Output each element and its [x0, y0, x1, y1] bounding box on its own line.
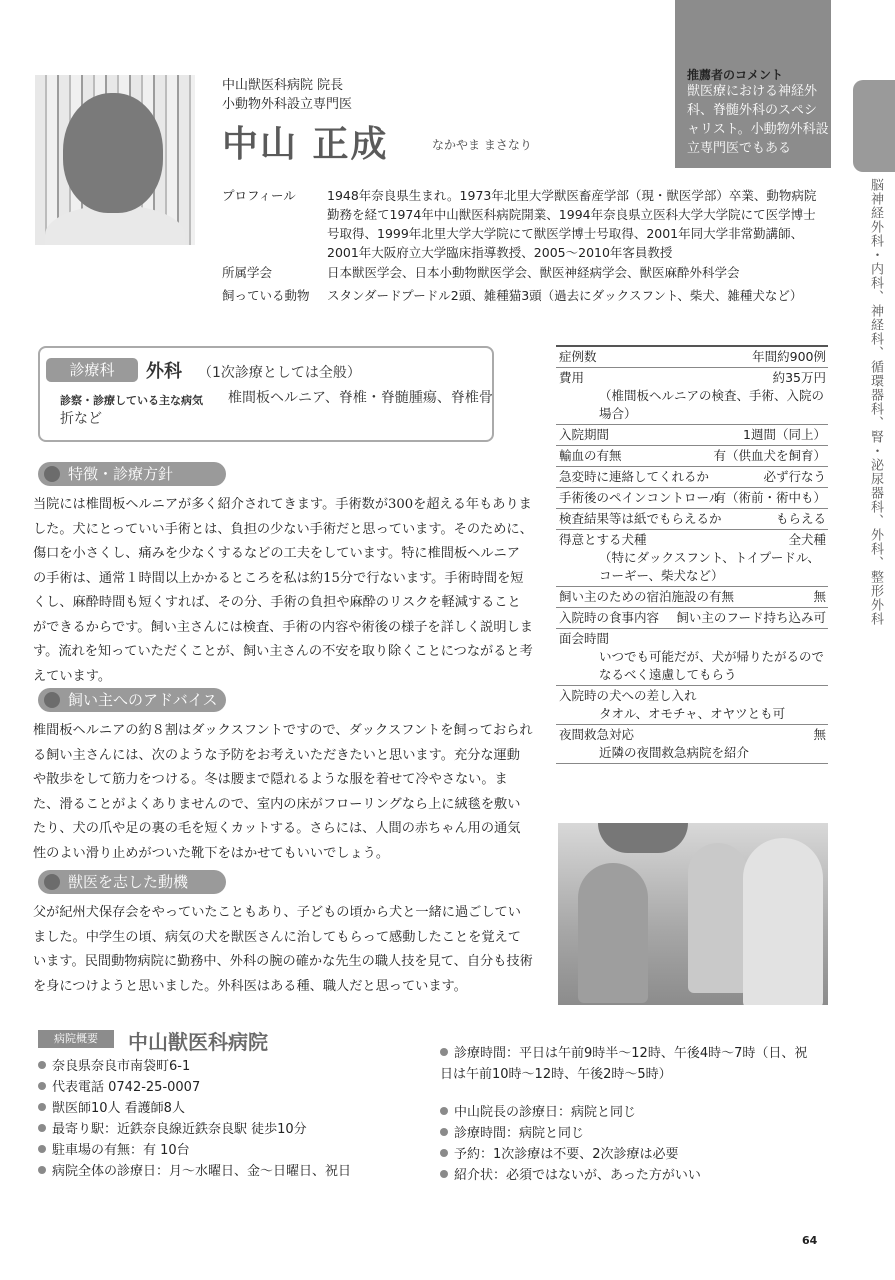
affiliation-line-2: 小動物外科設立専門医 [222, 97, 353, 112]
bullet-icon [38, 1124, 46, 1132]
diseases-text: 椎間板ヘルニア、脊椎・脊髄腫瘍、脊椎骨折など [60, 390, 493, 427]
stats-label: 夜間救急対応 [559, 727, 635, 742]
referral: 紹介状：必須ではないが、あった方がいい [440, 1165, 820, 1186]
stats-row [556, 446, 828, 467]
side-index-text: 脳神経外科・内科、神経科、循環器科、腎・泌尿器科、外科、整形外科 [868, 178, 883, 626]
stats-row [556, 608, 828, 629]
stats-label: 検査結果等は紙でもらえるか [559, 511, 722, 526]
stats-note: タオル、オモチャ、オヤツとも可 [599, 706, 786, 721]
recommender-comment: 獣医療における神経外科、脊髄外科のスペシャリスト。小動物外科設立専門医でもある [687, 84, 829, 156]
pets-label: 飼っている動物 [222, 288, 310, 303]
director-days: 中山院長の診療日：病院と同じ [440, 1102, 820, 1123]
stats-value: 1週間（同上） [743, 427, 826, 442]
stats-value: 全犬種 [788, 532, 826, 547]
stats-value: もらえる [775, 511, 826, 526]
bullet-icon [38, 1061, 46, 1069]
bullet-icon [38, 1166, 46, 1174]
stats-row [556, 368, 828, 425]
bullet-icon [44, 692, 60, 708]
side-index-tab [853, 80, 895, 172]
bullet-icon [440, 1149, 448, 1157]
profile-label: プロフィール [222, 188, 296, 203]
bullet-icon [38, 1082, 46, 1090]
director-hours: 診療時間：病院と同じ [440, 1123, 820, 1144]
bullet-icon [38, 1103, 46, 1111]
hospital-hours: 診療時間：平日は午前9時半～12時、午後4時～7時（日、祝日は午前10時～12時、午後2時～5時） [440, 1046, 808, 1082]
stats-label: 入院時の食事内容 [559, 610, 660, 625]
section-title: 獣医を志した動機 [68, 873, 189, 891]
reservation: 予約：1次診療は不要、2次診療は必要 [440, 1144, 820, 1165]
stats-label: 費用 [559, 370, 585, 385]
hospital-name: 中山獣医科病院 [128, 1030, 268, 1054]
stats-value: 無 [813, 727, 826, 742]
stats-note: （椎間板ヘルニアの検査、手術、入院の場合） [599, 388, 825, 421]
specialty-main: 外科 [146, 361, 182, 382]
surgery-photo [558, 823, 828, 1005]
stats-row [556, 587, 828, 608]
advice-text: 椎間板ヘルニアの約８割はダックスフントですので、ダックスフントを飼っておられる飼い主さんには、次のような予防をお考えいただきたいと思います。充分な運動や散歩をして筋力をつける。冬は腰まで隠れるような服を着せて冷やさない。また、滑ることがよくありませんので、室内の床がフローリングなら上に絨毯を敷いたり、犬の爪や足の裏の毛を短くカットする。さらには、人間の赤ちゃん用の通気性のよい滑り止めがついた靴下をはかせてもいいでしょう。 [33, 723, 533, 861]
stats-note: （特にダックスフント、トイプードル、コーギー、柴犬など） [599, 550, 820, 583]
bullet-icon [440, 1048, 448, 1056]
section-title: 特徴・診療方針 [68, 465, 174, 483]
stats-row [556, 686, 828, 725]
stats-label: 輸血の有無 [559, 448, 622, 463]
doctor-portrait [35, 75, 195, 245]
affiliation [222, 76, 352, 114]
stats-value: 必ず行なう [763, 469, 826, 484]
stats-label: 手術後のペインコントロール [559, 490, 722, 505]
features-text: 当院には椎間板ヘルニアが多く紹介されてきます。手術数が300を超える年もありました。犬にとっていい手術とは、負担の少ない手術だと思っています。そのために、傷口を小さくし、痛みを少なくするなどの工夫をしています。特に椎間板ヘルニアの手術は、通常１時間以上かかるところを私は約15分で行ないます。手術時間を短くし、麻酔時間も短くすれば、その分、手術の負担や麻酔のリスクを軽減することができるからです。飼い主さんには検査、手術の内容や術後の様子を詳しく説明します。流れを知っていただくことが、飼い主さんの不安を取り除くことにつながると考えています。 [33, 497, 533, 684]
hospital-address: 奈良県奈良市南袋町6-1 [38, 1056, 438, 1077]
stats-row [556, 530, 828, 587]
section-header-motive [38, 870, 226, 894]
motive-text: 父が紀州犬保存会をやっていたこともあり、子どもの頃から犬と一緒に過ごしていました。中学生の頃、病気の犬を獣医さんに治してもらって感動したことを覚えています。民間動物病院に勤務中、外科の腕の確かな先生の職人技を見て、自分も技術を身につけようと思いました。外科医はある種、職人だと思っています。 [33, 905, 533, 994]
stats-row [556, 488, 828, 509]
hospital-holidays: 病院全体の診療日：月～水曜日、金～日曜日、祝日 [38, 1161, 438, 1182]
diseases-label: 診察・診療している主な病気 [60, 394, 203, 407]
stats-label: 得意とする犬種 [559, 532, 647, 547]
doctor-name-reading: なかやま まさなり [432, 138, 532, 152]
hospital-staff: 獣医師10人 看護師8人 [38, 1098, 438, 1119]
doctor-name: 中山 正成 [222, 124, 389, 165]
stats-label: 入院期間 [559, 427, 610, 442]
bullet-icon [440, 1170, 448, 1178]
stats-row [556, 725, 828, 764]
bullet-icon [440, 1107, 448, 1115]
stats-value: 有（供血犬を飼育） [713, 448, 826, 463]
affiliation-line-1: 中山獣医科病院 院長 [222, 78, 344, 93]
hospital-phone: 代表電話 0742-25-0007 [38, 1077, 438, 1098]
bullet-icon [44, 874, 60, 890]
stats-row [556, 509, 828, 530]
hospital-tag: 病院概要 [38, 1030, 114, 1048]
bullet-icon [440, 1128, 448, 1136]
bullet-icon [44, 466, 60, 482]
specialty-sub: （1次診療としては全般） [198, 365, 361, 381]
page-number: 64 [802, 1234, 818, 1247]
stats-value: 年間約900例 [752, 349, 826, 364]
recommender-title: 推薦者のコメント [687, 68, 784, 82]
pets-text: スタンダードプードル2頭、雑種猫3頭（過去にダックスフント、柴犬、雑種犬など） [327, 288, 803, 303]
stats-label: 面会時間 [559, 631, 610, 646]
stats-value: 有（術前・術中も） [713, 490, 826, 505]
stats-label: 入院時の犬への差し入れ [559, 688, 697, 703]
society-label: 所属学会 [222, 265, 273, 280]
hospital-parking: 駐車場の有無：有 10台 [38, 1140, 438, 1161]
hospital-station: 最寄り駅：近鉄奈良線近鉄奈良駅 徒歩10分 [38, 1119, 438, 1140]
stats-table [556, 345, 828, 764]
stats-label: 急変時に連絡してくれるか [559, 469, 710, 484]
bullet-icon [38, 1145, 46, 1153]
stats-row [556, 425, 828, 446]
profile-text: 1948年奈良県生まれ。1973年北里大学獣医畜産学部（現・獣医学部）卒業、動物病院勤務を経て1974年中山獣医科病院開業、1994年奈良県立医科大学大学院にて医学博士号取得、1999年北里大学大学院にて獣医学博士号取得、2001年同大学非常勤講師、2001年大阪府立大学臨床指導教授、2005～2010年客員教授 [327, 188, 817, 260]
section-title: 飼い主へのアドバイス [68, 691, 218, 709]
stats-value: 約35万円 [772, 370, 826, 385]
stats-label: 飼い主のための宿泊施設の有無 [559, 589, 735, 604]
stats-row [556, 345, 828, 368]
stats-label: 症例数 [559, 349, 597, 364]
section-header-features [38, 462, 226, 486]
stats-value: 無 [813, 589, 826, 604]
stats-row [556, 467, 828, 488]
section-header-advice [38, 688, 226, 712]
stats-row [556, 629, 828, 686]
specialty-tag: 診療科 [46, 358, 138, 382]
stats-value: 飼い主のフード持ち込み可 [676, 610, 826, 625]
society-text: 日本獣医学会、日本小動物獣医学会、獣医神経病学会、獣医麻酔外科学会 [327, 265, 740, 280]
stats-note: いつでも可能だが、犬が帰りたがるのでなるべく遠慮してもらう [599, 649, 825, 682]
stats-note: 近隣の夜間救急病院を紹介 [599, 745, 750, 760]
